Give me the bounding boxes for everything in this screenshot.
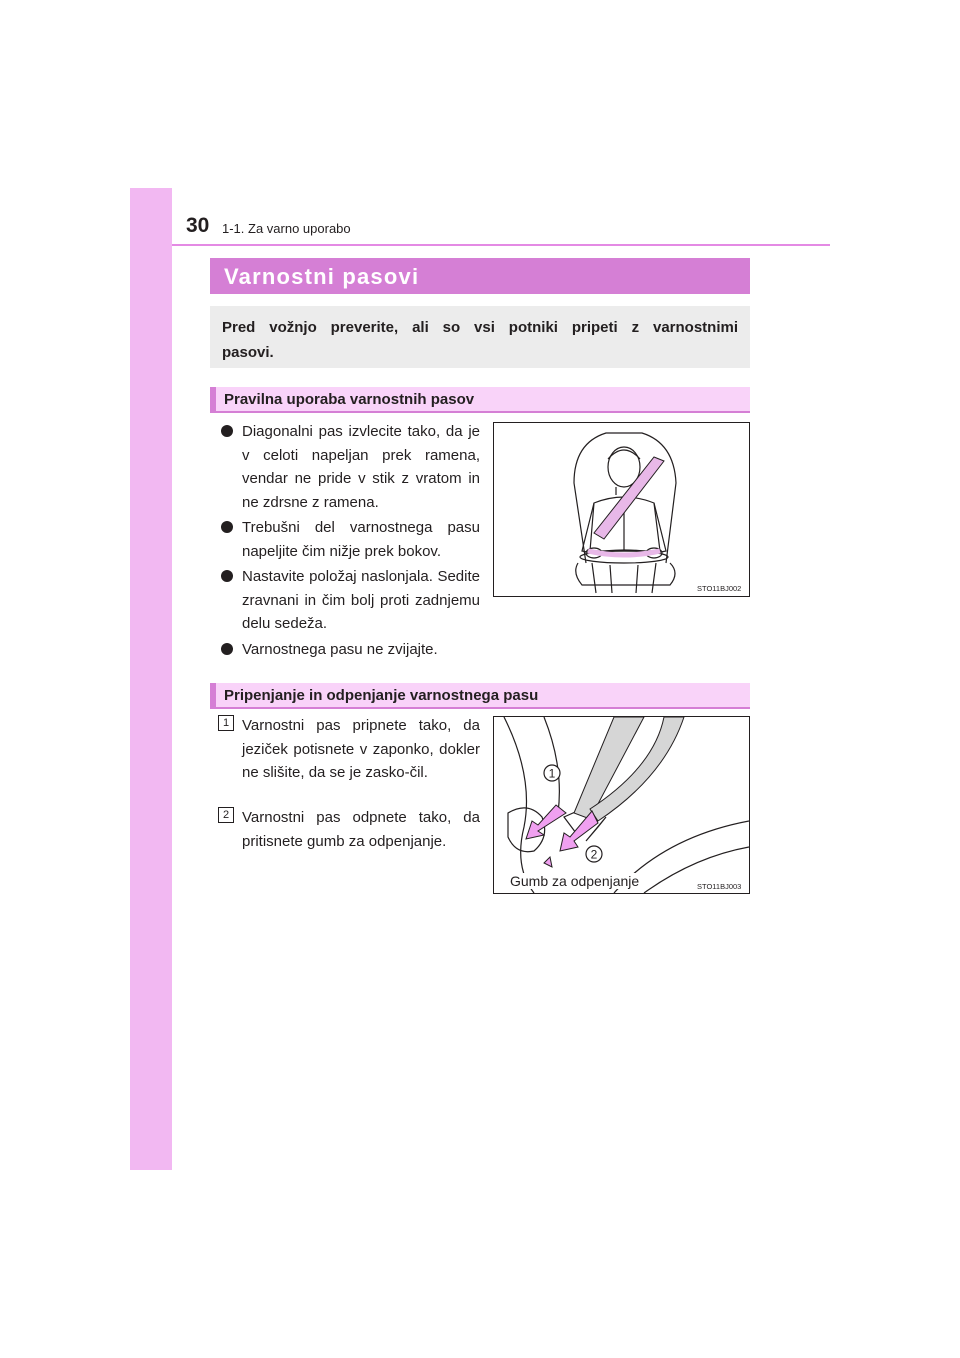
subheading-correct-use — [210, 387, 750, 413]
step-number-box: 1 — [218, 715, 234, 731]
buckle-illustration — [494, 717, 749, 893]
figure-code: STO11BJ003 — [697, 882, 742, 891]
callout-2: 2 — [590, 847, 598, 862]
header-divider — [172, 244, 830, 246]
callout-1-icon — [544, 765, 560, 781]
bullet-icon — [221, 425, 233, 437]
list-item: Trebušni del varnostnega pasu napeljite čim nižje prek bokov. — [218, 516, 480, 563]
bullet-list — [218, 420, 480, 663]
callout-2-icon — [586, 846, 602, 862]
step-item — [218, 714, 480, 785]
bullet-icon — [221, 570, 233, 582]
subheading-text: Pravilna uporaba varnostnih pasov — [224, 391, 475, 408]
list-item: Varnostnega pasu ne zvijajte. — [218, 638, 480, 662]
figure-seated-person — [493, 422, 750, 597]
subheading-text: Pripenjanje in odpenjanje varnostnega pasu — [224, 687, 539, 704]
seated-person-illustration — [494, 423, 749, 596]
bullet-icon — [221, 643, 233, 655]
page-title: Varnostni pasovi — [224, 264, 420, 289]
callout-1: 1 — [548, 766, 556, 781]
list-item: Nastavite položaj naslonjala. Sedite zravnani in čim bolj proti zadnjemu delu sedeža. — [218, 565, 480, 636]
bullet-icon — [221, 521, 233, 533]
list-item: Diagonalni pas izvlecite tako, da je v celoti napeljan prek ramena, vendar ne pride v stik z vratom in ne zdrsne z ramena. — [218, 420, 480, 514]
figure-buckle — [493, 716, 750, 894]
figure-code: STO11BJ002 — [697, 584, 742, 593]
release-button-label: Gumb za odpenjanje — [510, 873, 640, 889]
breadcrumb: 1-1. Za varno uporabo — [222, 221, 351, 236]
chapter-sidebar-tab — [130, 188, 172, 1170]
step-text: Varnostni pas odpnete tako, da pritisnete gumb za odpenjanje. — [242, 809, 480, 850]
page-number: 30 — [186, 214, 210, 237]
intro-text: Pred vožnjo preverite, ali so vsi potniki pripeti z varnostnimi pasovi. — [222, 319, 738, 361]
step-text: Varnostni pas pripnete tako, da jeziček potisnete v zaponko, dokler ne slišite, da se je zasko-čil. — [242, 717, 480, 781]
subheading-fasten-unfasten — [210, 683, 750, 709]
intro-box — [210, 306, 750, 368]
step-item — [218, 806, 480, 853]
step-number-box: 2 — [218, 807, 234, 823]
section-title-bar — [210, 258, 750, 294]
